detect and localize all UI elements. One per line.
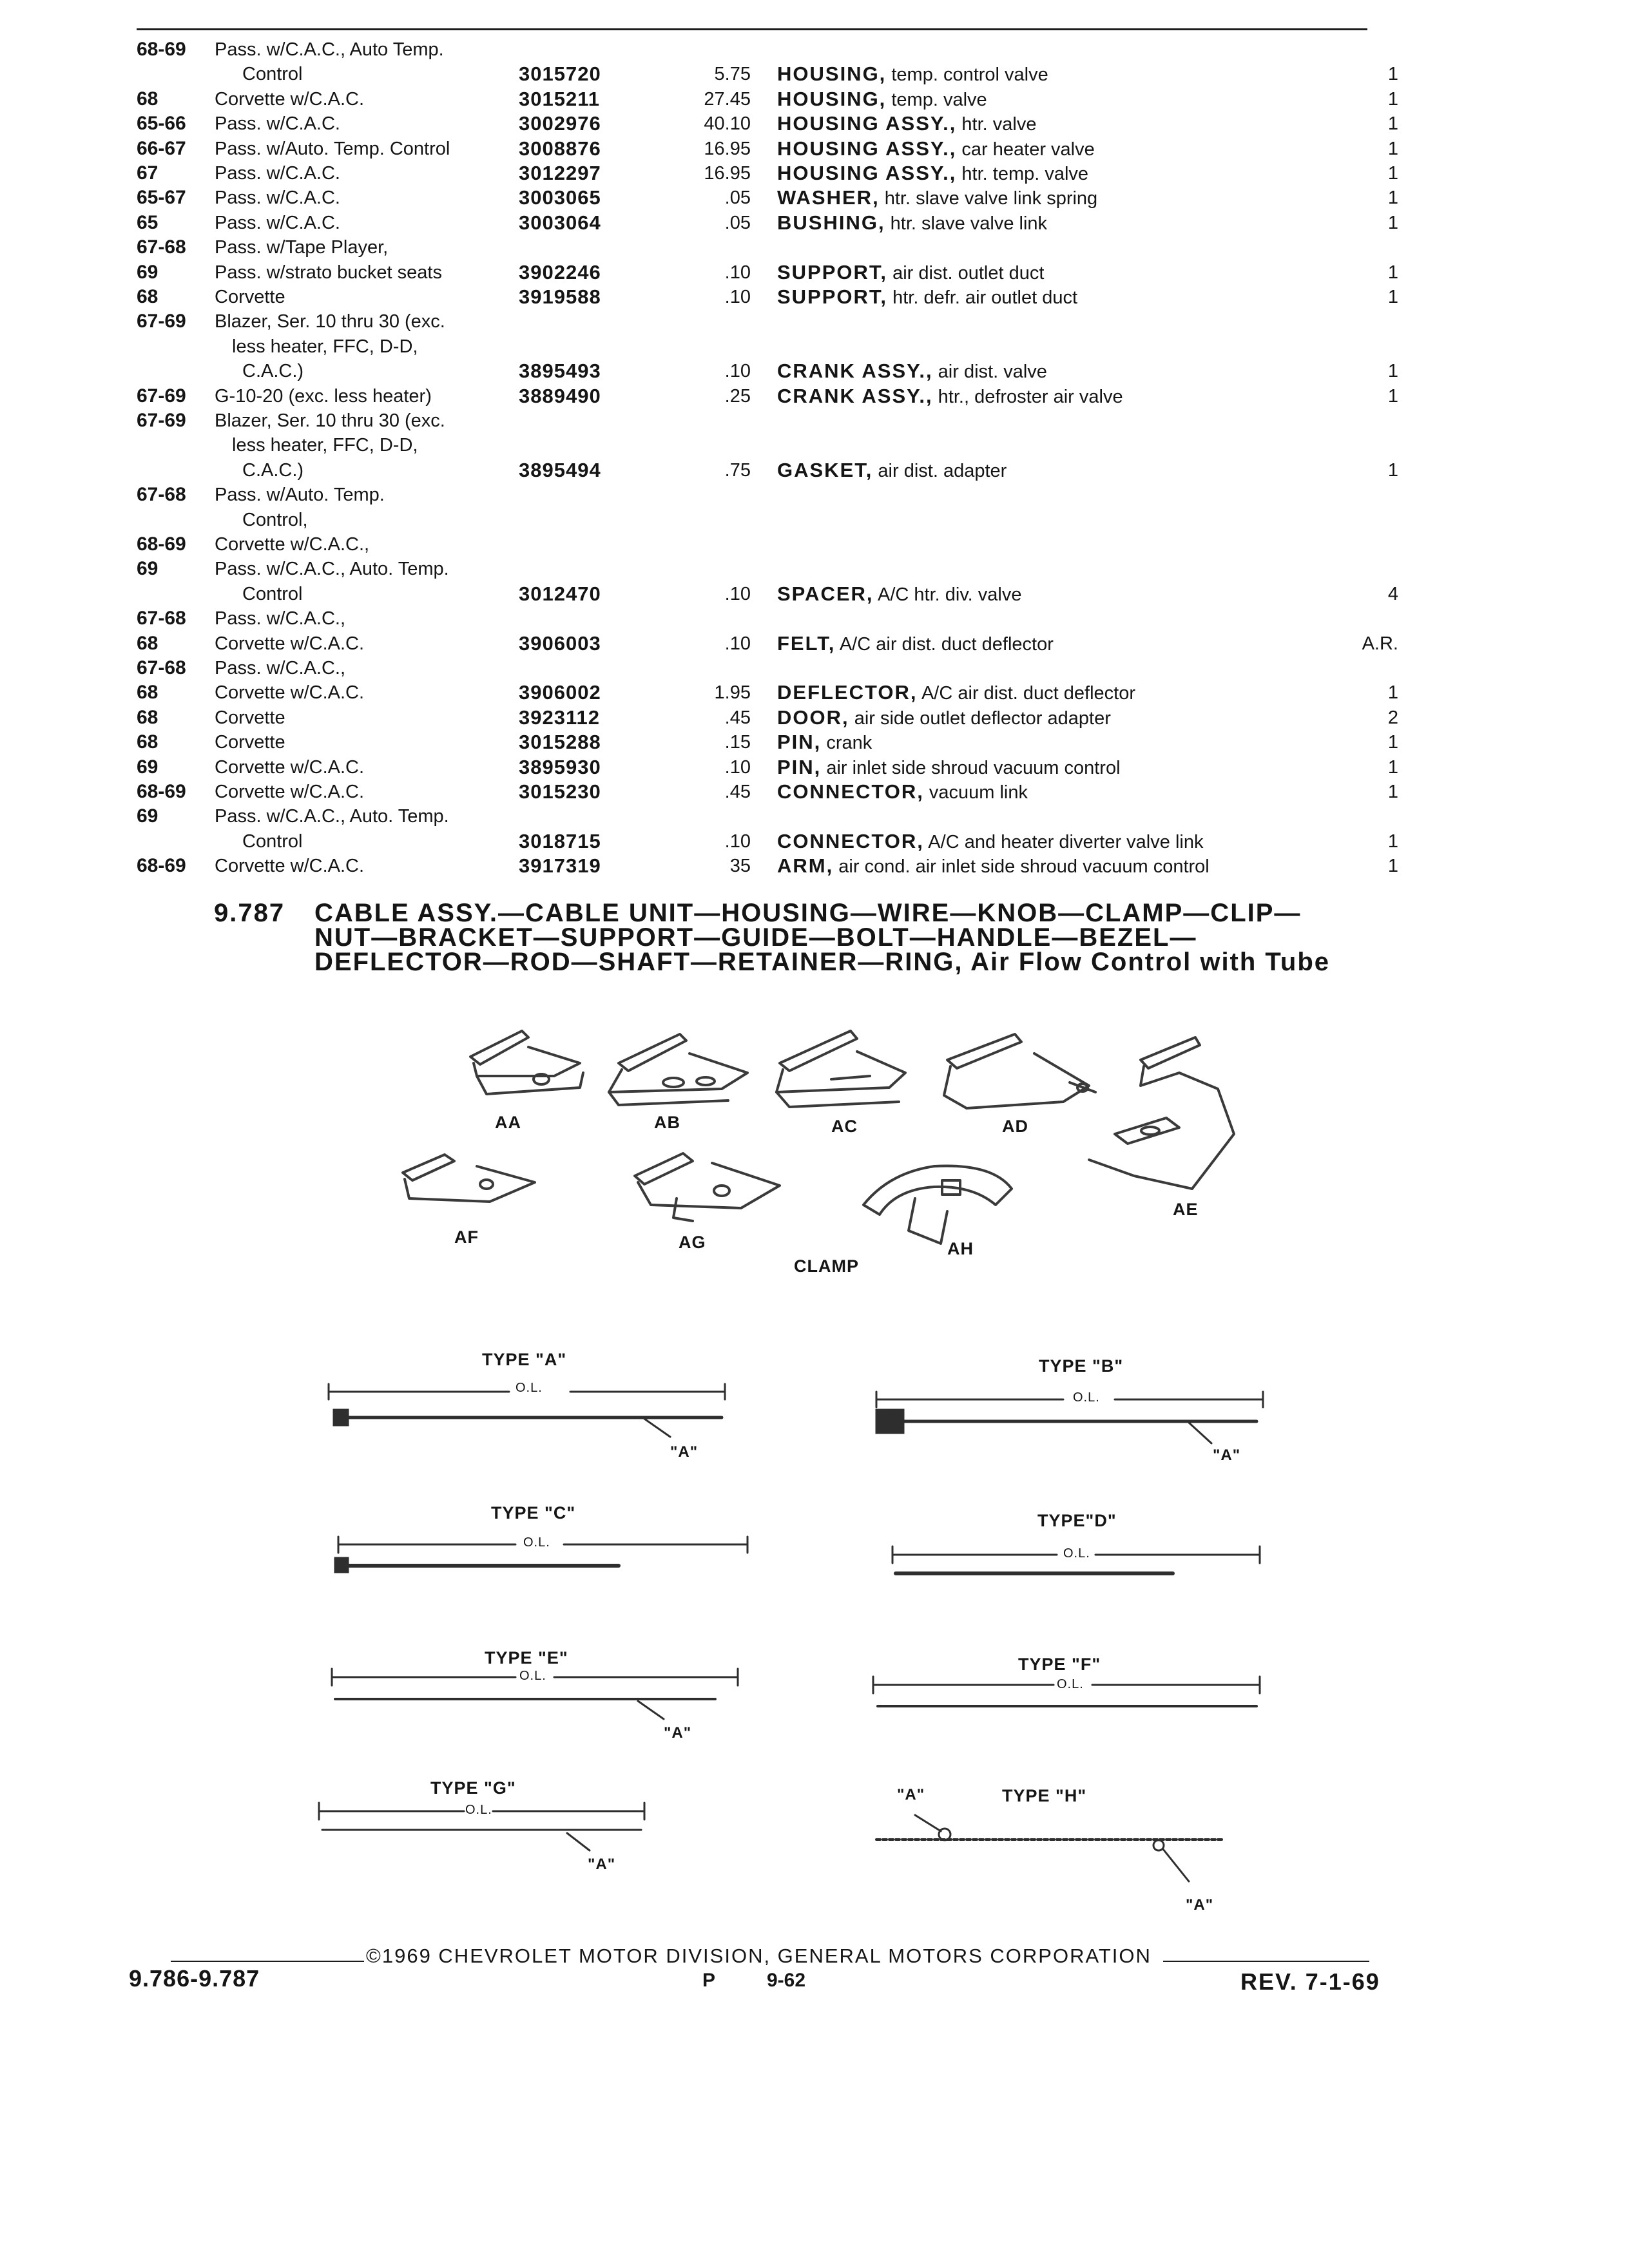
row-years: 65-67 [137, 187, 186, 209]
table-row [0, 804, 1629, 830]
table-row [0, 260, 1629, 286]
row-price: .45 [724, 782, 751, 802]
row-part-detail: htr. defr. air outlet duct [892, 287, 1078, 308]
row-model: less heater, FFC, D-D, [232, 336, 418, 357]
row-part-detail: air dist. adapter [878, 460, 1007, 481]
row-quantity: 1 [1387, 287, 1398, 307]
row-quantity: 1 [1387, 64, 1398, 85]
row-years: 68-69 [137, 855, 186, 877]
cable-type-g-label: TYPE "G" [430, 1778, 516, 1798]
row-part-number: 3889490 [519, 384, 601, 407]
table-row [0, 854, 1629, 879]
row-quantity: 1 [1387, 732, 1398, 753]
row-years: 68 [137, 88, 159, 110]
row-part-name: HOUSING ASSY., [777, 137, 957, 160]
row-model: Corvette w/C.A.C. [215, 682, 365, 704]
row-description [777, 680, 1135, 706]
row-part-name: SPACER, [777, 582, 874, 605]
ol-label-a: O.L. [516, 1381, 543, 1395]
row-part-detail: car heater valve [961, 139, 1095, 160]
row-part-number: 3923112 [519, 706, 600, 729]
table-row [0, 285, 1629, 311]
cable-type-illustrations [0, 1353, 1629, 1933]
row-description [777, 285, 1077, 310]
ol-label-f: O.L. [1057, 1677, 1084, 1691]
row-model: Pass. w/C.A.C., Auto. Temp. [215, 559, 449, 580]
row-price: .05 [724, 187, 751, 209]
a-mark-type-h-top: "A" [897, 1786, 925, 1803]
row-model: Control [242, 831, 303, 852]
row-description [777, 211, 1047, 236]
row-years: 67 [137, 162, 159, 184]
row-part-name: DEFLECTOR, [777, 681, 918, 704]
row-part-number: 3902246 [519, 260, 601, 284]
row-years: 67-68 [137, 236, 186, 258]
row-model: Corvette w/C.A.C. [215, 88, 365, 110]
row-description [777, 458, 1007, 483]
row-model: Corvette w/C.A.C. [215, 633, 365, 654]
table-row [0, 111, 1629, 137]
row-years: 68-69 [137, 781, 186, 802]
row-price: 40.10 [704, 113, 751, 135]
ol-label-e: O.L. [519, 1669, 546, 1683]
clip-ac-icon [776, 1031, 905, 1107]
row-model: Pass. w/Tape Player, [215, 237, 389, 258]
table-row [0, 235, 1629, 261]
row-years: 67-68 [137, 484, 186, 506]
row-price: 1.95 [714, 682, 751, 704]
a-mark-type-h-bottom: "A" [1186, 1896, 1214, 1914]
clip-label-ad: AD [1002, 1117, 1028, 1136]
clip-illustrations [0, 1012, 1629, 1282]
row-years: 65 [137, 211, 159, 233]
row-part-detail: air side outlet deflector adapter [854, 707, 1111, 729]
row-part-name: SUPPORT, [777, 285, 888, 308]
a-mark-type-g: "A" [588, 1856, 616, 1873]
row-quantity: 1 [1387, 459, 1398, 481]
cable-type-h-icon [876, 1815, 1224, 1881]
row-part-detail: air cond. air inlet side shroud vacuum control [838, 856, 1210, 878]
row-years: 67-68 [137, 657, 186, 678]
row-part-detail: A/C air dist. duct deflector [921, 683, 1135, 704]
row-part-detail: air inlet side shroud vacuum control [826, 757, 1121, 778]
row-description [777, 137, 1095, 162]
row-quantity: 2 [1387, 707, 1398, 728]
row-part-detail: vacuum link [929, 782, 1028, 803]
row-part-number: 3895930 [519, 755, 601, 778]
row-part-detail: htr. slave valve link spring [884, 188, 1098, 209]
table-row [0, 730, 1629, 756]
row-part-detail: htr. temp. valve [961, 164, 1089, 184]
row-quantity: 1 [1387, 187, 1398, 209]
row-years: 67-69 [137, 385, 186, 407]
ol-label-g: O.L. [465, 1803, 492, 1817]
row-part-name: HOUSING, [777, 87, 887, 110]
row-years: 66-67 [137, 137, 186, 159]
clip-aa-icon [470, 1031, 583, 1094]
section-title-line-1: CABLE ASSY.—CABLE UNIT—HOUSING—WIRE—KNOB—CLAMP—CLIP— [314, 899, 1302, 927]
page-letter: P [702, 1970, 716, 1991]
row-price: .10 [724, 831, 751, 852]
row-part-number: 3002976 [519, 112, 601, 135]
clip-ag-icon [635, 1153, 780, 1221]
row-part-number: 3919588 [519, 285, 601, 308]
clamp-ah-icon [863, 1166, 1012, 1244]
clip-label-aa: AA [495, 1113, 521, 1132]
row-quantity: 1 [1387, 756, 1398, 778]
footer-rule-right [1163, 1961, 1369, 1962]
row-part-name: HOUSING ASSY., [777, 162, 957, 184]
row-part-number: 3008876 [519, 137, 601, 160]
table-row [0, 606, 1629, 632]
row-model: less heater, FFC, D-D, [232, 435, 418, 456]
row-part-number: 3917319 [519, 854, 601, 878]
row-model: Corvette w/C.A.C., [215, 534, 370, 555]
ol-label-b: O.L. [1073, 1390, 1100, 1405]
row-part-detail: A/C air dist. duct deflector [839, 633, 1054, 655]
row-price: 16.95 [704, 138, 751, 159]
ol-label-d: O.L. [1063, 1546, 1090, 1561]
row-price: 16.95 [704, 163, 751, 184]
row-quantity: 1 [1387, 831, 1398, 852]
a-mark-type-a: "A" [670, 1443, 699, 1461]
row-price: 5.75 [714, 64, 751, 85]
row-years: 68 [137, 632, 159, 654]
row-quantity: 1 [1387, 682, 1398, 704]
page-number: 9-62 [767, 1970, 806, 1991]
clip-label-ab: AB [654, 1113, 680, 1132]
table-row [0, 780, 1629, 805]
row-quantity: 1 [1387, 138, 1398, 159]
ol-label-c: O.L. [523, 1535, 550, 1550]
row-quantity: 1 [1387, 385, 1398, 407]
row-part-number: 3012297 [519, 162, 601, 184]
row-part-detail: crank [826, 733, 872, 754]
row-part-detail: htr. valve [961, 114, 1037, 135]
row-model: Pass. w/C.A.C. [215, 187, 340, 209]
row-price: 27.45 [704, 88, 751, 110]
row-part-name: ARM, [777, 854, 834, 878]
row-years: 69 [137, 805, 159, 827]
clip-label-ag: AG [679, 1233, 706, 1252]
row-price: .10 [724, 756, 751, 778]
revision-date: REV. 7-1-69 [1240, 1968, 1380, 1995]
row-description [777, 62, 1048, 87]
table-row [0, 458, 1629, 484]
row-model: Pass. w/C.A.C., [215, 658, 346, 678]
row-part-detail: temp. control valve [891, 64, 1048, 86]
row-description [777, 87, 987, 112]
table-row [0, 829, 1629, 855]
row-description [777, 260, 1044, 285]
row-part-number: 3015211 [519, 87, 600, 110]
table-row [0, 433, 1629, 459]
row-part-detail: htr. slave valve link [890, 213, 1048, 234]
a-mark-type-b: "A" [1213, 1446, 1241, 1464]
row-description [777, 186, 1097, 211]
row-quantity: 1 [1387, 163, 1398, 184]
row-part-name: FELT, [777, 631, 836, 655]
row-years: 67-69 [137, 311, 186, 332]
row-years: 68-69 [137, 39, 186, 60]
row-part-detail: air dist. outlet duct [892, 262, 1045, 284]
table-row [0, 37, 1629, 63]
table-row [0, 755, 1629, 781]
row-model: Corvette w/C.A.C. [215, 782, 365, 802]
row-model: Pass. w/strato bucket seats [215, 262, 442, 283]
table-row [0, 408, 1629, 434]
table-row [0, 87, 1629, 113]
row-model: Pass. w/Auto. Temp. Control [215, 138, 450, 159]
row-quantity: 1 [1387, 113, 1398, 135]
row-part-number: 3906003 [519, 631, 601, 655]
row-model: C.A.C.) [242, 361, 304, 382]
clip-label-ae: AE [1173, 1200, 1199, 1219]
row-model: Pass. w/Auto. Temp. [215, 485, 385, 506]
row-quantity: 1 [1387, 856, 1398, 877]
table-row [0, 161, 1629, 187]
table-row [0, 186, 1629, 211]
row-quantity: 1 [1387, 88, 1398, 110]
cable-type-e-label: TYPE "E" [485, 1648, 568, 1667]
clip-ae-icon [1089, 1037, 1234, 1189]
copyright-line: ©1969 CHEVROLET MOTOR DIVISION, GENERAL MOTORS CORPORATION [366, 1945, 1152, 1967]
row-description [777, 384, 1123, 409]
row-part-number: 3012470 [519, 582, 601, 605]
row-price: .10 [724, 633, 751, 654]
clip-label-ac: AC [831, 1117, 858, 1136]
section-number: 9.787 [214, 899, 285, 927]
row-description [777, 780, 1028, 805]
row-description [777, 730, 872, 755]
row-years: 69 [137, 261, 159, 283]
row-description [777, 582, 1021, 607]
row-price: .75 [724, 459, 751, 481]
cable-type-b-icon [876, 1392, 1263, 1443]
row-part-number: 3018715 [519, 829, 601, 852]
clip-label-af: AF [454, 1227, 479, 1247]
clip-ab-icon [609, 1034, 747, 1105]
row-part-name: HOUSING ASSY., [777, 112, 957, 135]
row-years: 69 [137, 558, 159, 580]
row-price: .45 [724, 707, 751, 728]
row-description [777, 755, 1121, 780]
row-description [777, 854, 1210, 879]
row-quantity: A.R. [1362, 633, 1398, 654]
row-model: Blazer, Ser. 10 thru 30 (exc. [215, 410, 445, 431]
row-part-name: SUPPORT, [777, 260, 888, 284]
row-price: .15 [724, 732, 751, 753]
row-quantity: 1 [1387, 262, 1398, 283]
row-price: .05 [724, 212, 751, 233]
row-model: Pass. w/C.A.C., Auto Temp. [215, 39, 444, 60]
clip-af-icon [403, 1155, 535, 1202]
row-years: 68 [137, 286, 159, 307]
row-quantity: 1 [1387, 782, 1398, 802]
section-title-line-2: NUT—BRACKET—SUPPORT—GUIDE—BOLT—HANDLE—BEZEL— [314, 923, 1197, 952]
row-description [777, 359, 1047, 384]
table-row [0, 532, 1629, 558]
table-row [0, 582, 1629, 608]
row-price: .10 [724, 583, 751, 604]
row-part-number: 3906002 [519, 681, 601, 704]
row-part-name: DOOR, [777, 706, 849, 729]
row-part-number: 3015720 [519, 62, 601, 86]
table-row [0, 706, 1629, 731]
clip-label-ah: AH [947, 1239, 974, 1258]
table-row [0, 508, 1629, 533]
row-part-name: CONNECTOR, [777, 829, 924, 852]
section-range: 9.786-9.787 [129, 1965, 260, 1992]
row-description [777, 706, 1111, 731]
row-model: Control [242, 64, 303, 85]
row-part-name: PIN, [777, 731, 822, 754]
table-row [0, 680, 1629, 706]
row-model: Corvette [215, 707, 285, 728]
row-part-name: GASKET, [777, 458, 873, 481]
cable-type-a-label: TYPE "A" [482, 1350, 567, 1369]
row-price: .10 [724, 287, 751, 307]
row-part-detail: A/C and heater diverter valve link [928, 831, 1204, 852]
table-row [0, 309, 1629, 335]
row-model: Pass. w/C.A.C. [215, 163, 340, 184]
row-years: 65-66 [137, 113, 186, 135]
row-quantity: 4 [1387, 583, 1398, 604]
footer-rule-left [171, 1961, 364, 1962]
row-quantity: 1 [1387, 361, 1398, 382]
cable-type-d-label: TYPE"D" [1037, 1511, 1117, 1530]
row-description [777, 161, 1088, 186]
table-row [0, 359, 1629, 385]
row-model: Pass. w/C.A.C. [215, 113, 340, 135]
clip-ad-icon [944, 1034, 1095, 1108]
row-model: Pass. w/C.A.C., Auto. Temp. [215, 806, 449, 827]
row-part-number: 3003064 [519, 211, 601, 234]
row-price: 35 [729, 856, 751, 877]
table-row [0, 62, 1629, 88]
row-part-detail: htr., defroster air valve [938, 386, 1123, 407]
row-description [777, 631, 1054, 657]
row-model: Pass. w/C.A.C. [215, 212, 340, 233]
row-years: 68 [137, 682, 159, 704]
row-part-number: 3895494 [519, 458, 601, 481]
cable-type-h-label: TYPE "H" [1002, 1786, 1087, 1805]
table-row [0, 211, 1629, 236]
row-years: 69 [137, 756, 159, 778]
row-model: Corvette w/C.A.C. [215, 856, 365, 877]
row-part-name: BUSHING, [777, 211, 885, 234]
row-model: Corvette w/C.A.C. [215, 756, 365, 778]
row-quantity: 1 [1387, 212, 1398, 233]
row-part-name: PIN, [777, 755, 822, 778]
table-row [0, 137, 1629, 162]
row-years: 67-68 [137, 608, 186, 629]
row-part-name: CRANK ASSY., [777, 384, 933, 407]
row-description [777, 111, 1036, 137]
a-mark-type-e: "A" [664, 1724, 692, 1742]
row-price: .10 [724, 262, 751, 283]
table-row [0, 384, 1629, 410]
table-row [0, 334, 1629, 360]
row-part-detail: air dist. valve [938, 361, 1047, 383]
table-row [0, 483, 1629, 508]
row-part-name: WASHER, [777, 186, 880, 209]
row-years: 68 [137, 731, 159, 753]
cable-type-c-label: TYPE "C" [491, 1503, 576, 1523]
row-part-detail: A/C htr. div. valve [877, 584, 1022, 605]
row-model: Pass. w/C.A.C., [215, 608, 346, 629]
row-model: G-10-20 (exc. less heater) [215, 385, 432, 407]
row-model: Corvette [215, 287, 285, 307]
table-row [0, 557, 1629, 582]
row-part-number: 3015288 [519, 731, 601, 754]
row-part-number: 3895493 [519, 360, 601, 383]
row-years: 68 [137, 706, 159, 728]
row-model: C.A.C.) [242, 459, 304, 481]
table-row [0, 656, 1629, 682]
row-years: 68-69 [137, 533, 186, 555]
row-model: Control, [242, 509, 308, 530]
row-part-name: CONNECTOR, [777, 780, 924, 803]
cable-type-b-label: TYPE "B" [1039, 1356, 1124, 1376]
row-description [777, 829, 1203, 854]
row-part-name: HOUSING, [777, 62, 887, 86]
row-price: .10 [724, 361, 751, 382]
cable-type-f-label: TYPE "F" [1018, 1655, 1101, 1674]
row-years: 67-69 [137, 410, 186, 431]
row-part-detail: temp. valve [891, 89, 987, 110]
row-model: Blazer, Ser. 10 thru 30 (exc. [215, 311, 445, 332]
table-row [0, 631, 1629, 657]
row-model: Control [242, 583, 303, 604]
row-price: .25 [724, 385, 751, 407]
row-part-number: 3015230 [519, 780, 601, 803]
row-model: Corvette [215, 732, 285, 753]
clip-label-clamp: CLAMP [794, 1256, 859, 1276]
row-part-number: 3003065 [519, 186, 601, 209]
top-rule [137, 28, 1367, 30]
row-part-name: CRANK ASSY., [777, 360, 933, 383]
section-title-line-3: DEFLECTOR—ROD—SHAFT—RETAINER—RING, Air Flow Control with Tube [314, 948, 1331, 976]
